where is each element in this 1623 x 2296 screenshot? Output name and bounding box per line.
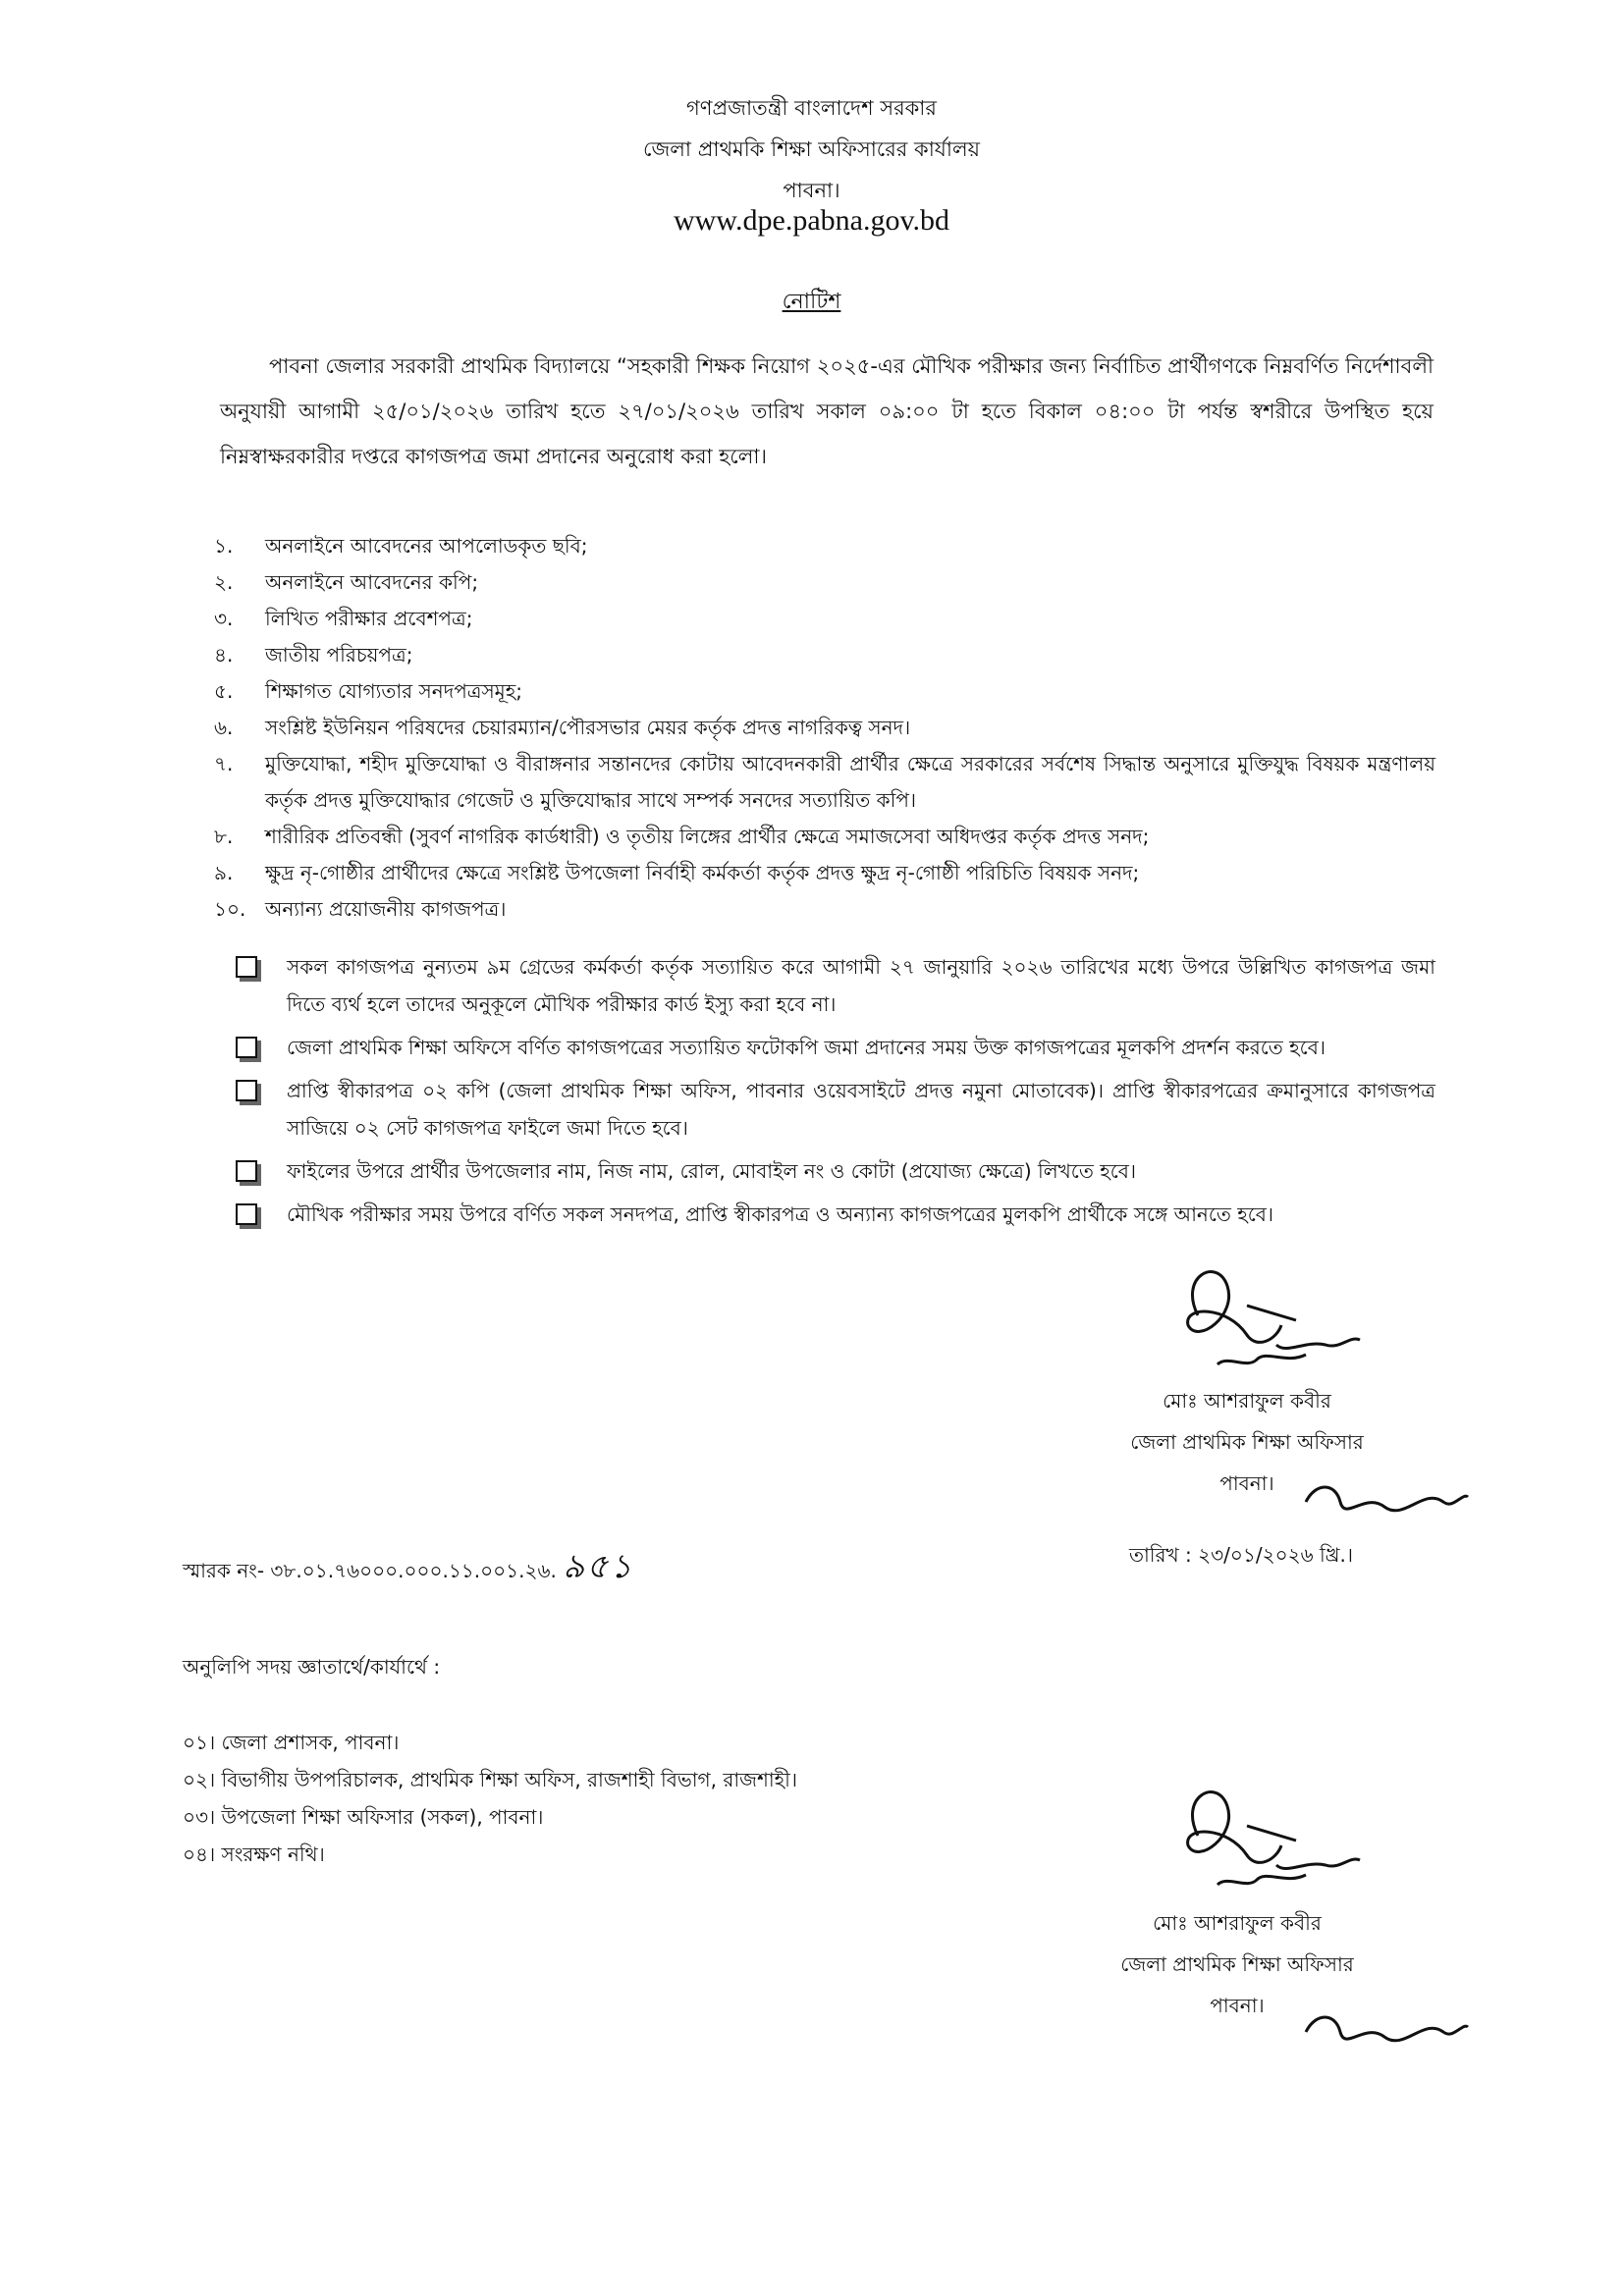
list-item [214,673,1435,710]
signatory-office: পাবনা। [1219,1471,1274,1495]
list-number: ৩. [214,607,234,630]
list-number: ৭. [214,752,234,775]
date-scribble [1296,1463,1473,1541]
signatory-name: মোঃ আশরাফুল কবীর [1163,1389,1331,1413]
list-text: জাতীয় পরিচয়পত্র; [265,643,413,667]
signatory-designation: জেলা প্রাথমিক শিক্ষা অফিসার [1120,1952,1354,1976]
list-text: অনলাইনে আবেদনের আপলোডকৃত ছবি; [265,534,588,558]
copy-to-heading: অনুলিপি সদয় জ্ঞাতার্থে/কার্যার্থে : [183,1655,441,1679]
list-number: ৬. [214,716,234,739]
header-office: জেলা প্রাথমকি শিক্ষা অফিসারের কার্যালয় [642,137,981,161]
instruction-item [236,1072,1435,1147]
instruction-item [236,948,1435,1023]
list-text: শারীরিক প্রতিবন্ধী (সুবর্ণ নাগরিক কার্ডধারী) ও তৃতীয় লিঙ্গের প্রার্থীর ক্ষেত্রে সমাজসেবা অধিদপ্তর কর্তৃক প্রদত্ত সনদ; [265,825,1150,848]
list-item [214,601,1435,637]
list-item [214,637,1435,673]
list-item: ০৪। সংরক্ষণ নথি। [183,1842,325,1866]
notice-title: নোটিশ [782,290,841,314]
instruction-text: মৌখিক পরীক্ষার সময় উপরে বর্ণিত সকল সনদপত্র, প্রাপ্তি স্বীকারপত্র ও অন্যান্য কাগজপত্রের মুলকপি প্রার্থীকে সঙ্গে আনতে হবে। [287,1202,1274,1226]
list-text: মুক্তিযোদ্ধা, শহীদ মুক্তিযোদ্ধা ও বীরাঙ্গনার সন্তানদের কোটায় আবেদনকারী প্রার্থীর ক্ষেত্রে সরকারের সর্বশেষ সিদ্ধান্ত অনুসারে মুক্তিযুদ্ধ বিষয়ক মন্ত্রণালয় কর্তৃক প্রদত্ত মুক্তিযোদ্ধার গেজেট ও মুক্তিযোদ্ধার সাথে সম্পর্ক সনদের সত্যায়িত কপি। [265,752,1435,812]
list-text: সংশ্লিষ্ট ইউনিয়ন পরিষদের চেয়ারম্যান/পৌরসভার মেয়র কর্তৃক প্রদত্ত নাগরিকত্ব সনদ। [265,716,911,739]
list-item [214,746,1435,819]
instruction-text: প্রাপ্তি স্বীকারপত্র ০২ কপি (জেলা প্রাথমিক শিক্ষা অফিস, পাবনার ওয়েবসাইটে প্রদত্ত নমুনা মোতাবেক)। প্রাপ্তি স্বীকারপত্রের ক্রমানুসারে কাগজপত্র সাজিয়ে ০২ সেট কাগজপত্র ফাইলে জমা দিতে হবে। [287,1079,1435,1140]
list-text: ক্ষুদ্র নৃ-গোষ্ঠীর প্রার্থীদের ক্ষেত্রে সংশ্লিষ্ট উপজেলা নির্বাহী কর্মকর্তা কর্তৃক প্রদত্ত ক্ষুদ্র নৃ-গোষ্ঠী পরিচিতি বিষয়ক সনদ; [265,861,1140,884]
list-item: ০৩। উপজেলা শিক্ষা অফিসার (সকল), পাবনা। [183,1805,544,1829]
list-number: ১০. [214,897,246,921]
list-item: ০২। বিভাগীয় উপপরিচালক, প্রাথমিক শিক্ষা অফিস, রাজশাহী বিভাগ, রাজশাহী। [183,1768,798,1791]
date-scribble [1296,1993,1473,2071]
list-item [214,891,1435,928]
checkbox-icon [236,1203,257,1225]
checkbox-icon [236,1160,257,1182]
list-number: ৮. [214,825,234,848]
memo-date: তারিখ : ২৩/০১/২০২৬ খ্রি.। [1129,1543,1354,1567]
instruction-text: সকল কাগজপত্র নুন্যতম ৯ম গ্রেডের কর্মকর্তা কর্তৃক সত্যায়িত করে আগামী ২৭ জানুয়ারি ২০২৬ তারিখের মধ্যে উপরে উল্লিখিত কাগজপত্র জমা দিতে ব্যর্থ হলে তাদের অনুকূলে মৌখিক পরীক্ষার কার্ড ইস্যু করা হবে না। [287,955,1435,1016]
list-number: ১. [214,534,234,558]
list-text: অনলাইনে আবেদনের কপি; [265,570,479,594]
list-number: ৪. [214,643,234,667]
list-item [214,855,1435,891]
signatory-office: পাবনা। [1210,1994,1265,2017]
memo-label: স্মারক নং- ৩৮.০১.৭৬০০০.০০০.১১.০০১.২৬. [183,1559,557,1582]
instruction-list [236,948,1435,1239]
list-item [214,528,1435,564]
website-link[interactable]: www.dpe.pabna.gov.bd [673,204,950,237]
document-list [214,528,1435,928]
list-text: লিখিত পরীক্ষার প্রবেশপত্র; [265,607,473,630]
list-text: শিক্ষাগত যোগ্যতার সনদপত্রসমূহ; [265,679,523,703]
list-number: ৯. [214,861,234,884]
list-text: অন্যান্য প্রয়োজনীয় কাগজপত্র। [265,897,507,921]
list-item [214,710,1435,746]
memo-number [183,1541,633,1597]
list-item: ০১। জেলা প্রশাসক, পাবনা। [183,1731,400,1754]
header-district: পাবনা। [783,179,840,202]
signatory-name: মোঃ আশরাফুল কবীর [1153,1911,1322,1935]
memo-handwritten-number: ৯৫১ [563,1547,634,1586]
intro-paragraph: পাবনা জেলার সরকারী প্রাথমিক বিদ্যালয়ে “সহকারী শিক্ষক নিয়োগ ২০২৫-এর মৌখিক পরীক্ষার জন্য নির্বাচিত প্রার্থীগণকে নিম্নবর্ণিত নির্দেশাবলী অনুযায়ী আগামী ২৫/০১/২০২৬ তারিখ হতে ২৭/০১/২০২৬ তারিখ সকাল ০৯:০০ টা হতে বিকাল ০৪:০০ টা পর্যন্ত স্বশরীরে উপস্থিত হয়ে নিম্নস্বাক্ষরকারীর দপ্তরে কাগজপত্র জমা প্রদানের অনুরোধ করা হলো। [220,354,1434,468]
checkbox-icon [236,956,257,978]
signatory-designation: জেলা প্রাথমিক শিক্ষা অফিসার [1130,1430,1364,1454]
instruction-text: জেলা প্রাথমিক শিক্ষা অফিসে বর্ণিত কাগজপত্রের সত্যায়িত ফটোকপি জমা প্রদানের সময় উক্ত কাগজপত্রের মূলকপি প্রদর্শন করতে হবে। [287,1036,1326,1059]
list-item [214,819,1435,855]
signature-image [1159,1767,1375,1924]
header-government: গণপ্রজাতন্ত্রী বাংলাদেশ সরকার [686,96,937,120]
list-item [214,564,1435,601]
copy-to-list [183,1724,797,1873]
checkbox-icon [236,1037,257,1058]
instruction-item [236,1196,1435,1233]
list-number: ২. [214,570,234,594]
instruction-item [236,1029,1435,1066]
instruction-text: ফাইলের উপরে প্রার্থীর উপজেলার নাম, নিজ নাম, রোল, মোবাইল নং ও কোটা (প্রযোজ্য ক্ষেত্রে) লিখতে হবে। [287,1159,1137,1183]
list-number: ৫. [214,679,234,703]
instruction-item [236,1152,1435,1190]
checkbox-icon [236,1080,257,1101]
